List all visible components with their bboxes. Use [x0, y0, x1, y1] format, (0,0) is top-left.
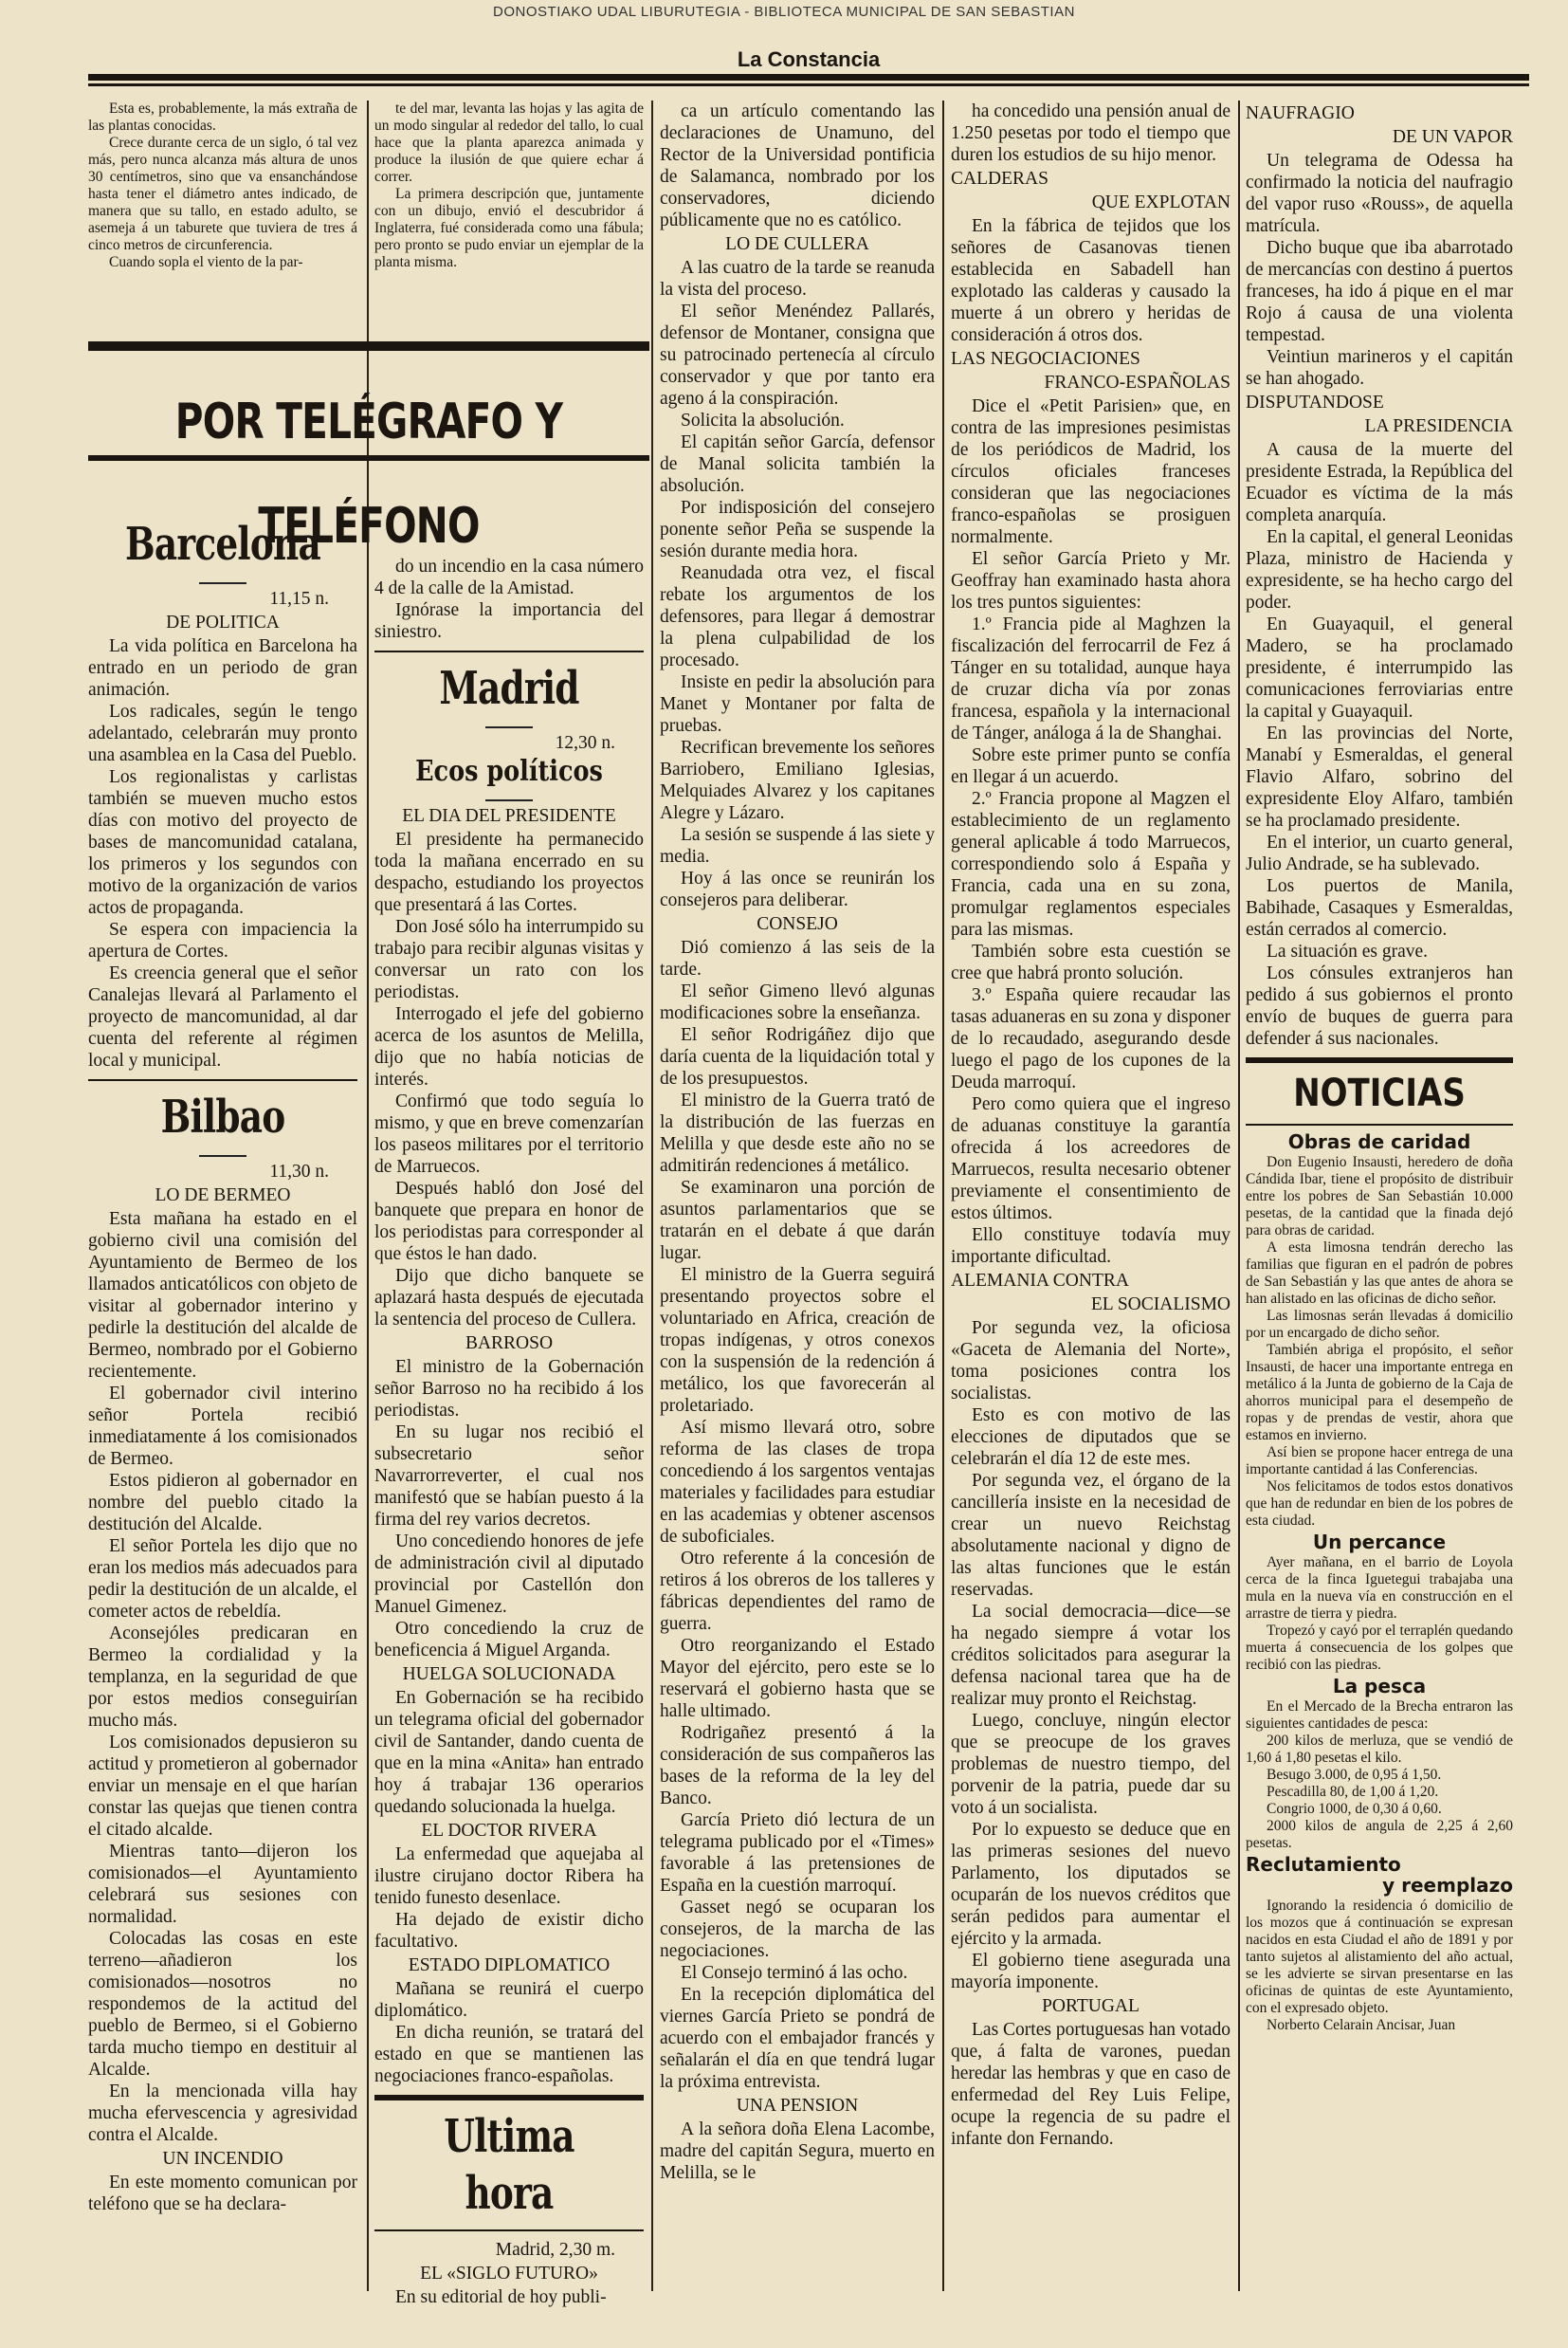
paragraph: A causa de la muerte del presidente Estrada, la República del Ecuador es víctima de la más completa anarquía.: [1246, 440, 1513, 525]
paragraph: Reanudada otra vez, el fiscal rebate los argumentos de los defensores, para llegar á demostrar la plena culpabilidad de los procesado.: [660, 563, 935, 670]
paragraph: ha concedido una pensión anual de 1.250 pesetas por todo el tiempo que duren los estudios de su hijo menor.: [951, 101, 1231, 165]
column-4: [951, 101, 1231, 2282]
column-rule: [942, 101, 944, 2291]
dash: [485, 726, 533, 728]
paragraph: El capitán señor García, defensor de Manal solicita también la absolución.: [660, 432, 935, 496]
paragraph: Por indisposición del consejero ponente señor Peña se suspende la sesión durante media hora.: [660, 498, 935, 561]
dispatch-time: 11,30 n.: [269, 1162, 329, 1182]
dash: [199, 1155, 246, 1157]
city-heading-madrid: Madrid: [439, 662, 579, 715]
paragraph: En las provincias del Norte, Manabí y Esmeraldas, el general Flavio Alfaro, sobrino del expresidente Eloy Alfaro, también se ha proclamado presidente.: [1246, 724, 1513, 831]
paragraph: En su lugar nos recibió el subsecretario señor Navarrorreverter, el cual nos manifestó que se habían puesto á la firma del rey varios decretos.: [374, 1422, 644, 1530]
section-heading: LA PRESIDENCIA: [1364, 416, 1513, 436]
paragraph: 200 kilos de merluza, que se vendió de 1,60 á 1,80 pesetas el kilo.: [1246, 1733, 1513, 1766]
section-heading: DISPUTANDOSE: [1246, 393, 1384, 413]
paragraph: 2000 kilos de angula de 2,25 á 2,60 pesetas.: [1246, 1818, 1513, 1851]
paragraph: El señor Portela les dijo que no eran los medios más adecuados para pedir la destitución de un alcalde, el cometer actos de rebeldía.: [88, 1536, 357, 1622]
section-heading: DE POLITICA: [166, 613, 280, 633]
paragraph: A las cuatro de la tarde se reanuda la vista del proceso.: [660, 258, 935, 300]
paragraph: A la señora doña Elena Lacombe, madre del capitán Segura, muerto en Melilla, se le: [660, 2119, 935, 2183]
paragraph: Mientras tanto—dijeron los comisionados—el Ayuntamiento celebrará sus sesiones con normalidad.: [88, 1842, 357, 1927]
paragraph: El Consejo terminó á las ocho.: [681, 1963, 908, 1983]
city-heading-barcelona: Barcelona: [125, 518, 320, 571]
paragraph: Besugo 3.000, de 0,95 á 1,50.: [1267, 1767, 1442, 1783]
paragraph: Aconsejóles predicaran en Bermeo la cordialidad y la templanza, en la seguridad de que por estos medios conseguirían mucho más.: [88, 1623, 357, 1731]
paragraph: Dió comienzo á las seis de la tarde.: [660, 938, 935, 980]
section-heading: Reclutamiento: [1246, 1853, 1401, 1876]
paragraph: Otro referente á la concesión de retiros á los obreros de los talleres y fábricas dependientes del ramo de guerra.: [660, 1549, 935, 1634]
paragraph: En el Mercado de la Brecha entraron las siguientes cantidades de pesca:: [1246, 1698, 1513, 1732]
paragraph: Otro reorganizando el Estado Mayor del ejército, pero este se lo reservará el gobierno hasta que se halle ultimado.: [660, 1636, 935, 1721]
paragraph: do un incendio en la casa número 4 de la calle de la Amistad.: [374, 557, 644, 598]
divider: [88, 1079, 357, 1081]
paragraph: Ignorando la residencia ó domicilio de los mozos que á continuación se expresan nacidos en esta Ciudad el año de 1891 y por tanto sujetos al alistamiento del año actual, se les advierte se sirvan presentarse en las oficinas de quintas de este Ayuntamiento, con el expresado objeto.: [1246, 1898, 1513, 2016]
paragraph: A esta limosna tendrán derecho las familias que figuran en el padrón de pobres de San Sebastián y las que antes de ahora se han alistado en las oficinas de dicho señor.: [1246, 1239, 1513, 1307]
paragraph: Por segunda vez, el órgano de la cancillería insiste en la necesidad de crear un nuevo Reichstag absolutamente nacional y digno de las altas funciones que le están reservadas.: [951, 1471, 1231, 1600]
paragraph: Se espera con impaciencia la apertura de Cortes.: [88, 920, 357, 962]
paragraph: La situación es grave.: [1267, 942, 1429, 962]
divider: [1246, 1124, 1513, 1126]
paragraph: El señor Menéndez Pallarés, defensor de Montaner, consigna que su patrocinado pertenecía al círculo conservador y que por tanto era ageno á la conspiración.: [660, 302, 935, 409]
paragraph: La social democracia—dice—se ha negado siempre á votar los créditos solicitados para asegurar la defensa nacional tarea que ha de realizar muy pronto el Reichstag.: [951, 1602, 1231, 1709]
section-heading: CONSEJO: [757, 914, 838, 934]
paragraph: Es creencia general que el señor Canalejas llevará al Parlamento el proyecto de mancomunidad, al dar cuenta del referente al régimen local y municipal.: [88, 963, 357, 1071]
archive-source-line: DONOSTIAKO UDAL LIBURUTEGIA - BIBLIOTECA MUNICIPAL DE SAN SEBASTIAN: [493, 4, 1075, 20]
dash: [485, 799, 533, 801]
paragraph: Los puertos de Manila, Babihade, Casaques y Esmeraldas, están cerrados al comercio.: [1246, 876, 1513, 940]
paragraph: Don Eugenio Insausti, heredero de doña Cándida Ibar, tiene el propósito de distribuir entre los pobres de San Sebastián 10.000 pesetas, de la cantidad que la finada dejó para obras de caridad.: [1246, 1154, 1513, 1238]
paragraph: Ha dejado de existir dicho facultativo.: [374, 1910, 644, 1952]
paragraph: En dicha reunión, se tratará del estado en que se mantienen las negociaciones franco-españolas.: [374, 2023, 644, 2086]
section-heading: UNA PENSION: [736, 2096, 859, 2116]
column-5: [1246, 101, 1513, 2282]
paragraph: Gasset negó se ocuparan los consejeros, de la marcha de las negociaciones.: [660, 1898, 935, 1961]
paragraph: El señor García Prieto y Mr. Geoffray han examinado hasta ahora los tres puntos siguientes:: [951, 549, 1231, 613]
paragraph: Estos pidieron al gobernador en nombre del pueblo citado la destitución del Alcalde.: [88, 1471, 357, 1534]
paragraph: Dicho buque que iba abarrotado de mercancías con destino á puertos franceses, ha ido á pique en el mar Rojo á causa de una violenta tempestad.: [1246, 238, 1513, 345]
paragraph: 3.º España quiere recaudar las tasas aduaneras en su zona y disponer de lo recaudado, asegurando desde luego el pago de los cupones de la Deuda marroquí.: [951, 985, 1231, 1092]
paragraph: Así bien se propone hacer entrega de una importante cantidad á las Conferencias.: [1246, 1444, 1513, 1477]
paragraph: Norberto Celarain Ancisar, Juan: [1267, 2017, 1456, 2033]
paragraph: Ayer mañana, en el barrio de Loyola cerca de la finca Iguetegui trabajaba una mula en la nueva vía en construcción en el arrastre de tierra y piedra.: [1246, 1554, 1513, 1622]
paragraph: En la capital, el general Leonidas Plaza, ministro de Hacienda y expresidente, se ha hecho cargo del poder.: [1246, 527, 1513, 613]
section-heading: EL «SIGLO FUTURO»: [420, 2264, 598, 2284]
paragraph: La primera descripción que, juntamente con un dibujo, envió el descubridor á Inglaterra, fué considerada como una fábula; pero pronto se pudo enviar un ejemplar de la planta misma.: [374, 186, 644, 270]
paragraph: Por lo expuesto se deduce que en las primeras sesiones del nuevo Parlamento, los diputados se ocuparán de los nuevos créditos que serán pedidos para aumentar el ejército y la armada.: [951, 1820, 1231, 1949]
paragraph: En el interior, un cuarto general, Julio Andrade, se ha sublevado.: [1246, 833, 1513, 874]
divider: [1246, 1057, 1513, 1063]
paragraph: Los radicales, según le tengo adelantado, celebrarán muy pronto una asamblea en la Casa del Pueblo.: [88, 702, 357, 765]
paragraph: te del mar, levanta las hojas y las agita de un modo singular al rededor del tallo, lo cual hace que la planta aparezca animada y produce la ilusión de que quiere echar á correr.: [374, 101, 644, 185]
section-heading: Obras de caridad: [1287, 1130, 1471, 1153]
paragraph: El presidente ha permanecido toda la mañana encerrado en su despacho, estudiando los proyectos que presentará á las Cortes.: [374, 830, 644, 915]
masthead-rule: [88, 74, 1529, 81]
section-heading: ALEMANIA CONTRA: [951, 1271, 1129, 1291]
paragraph: ca un artículo comentando las declaraciones de Unamuno, del Rector de la Universidad pontificia de Salamanca, nombrado por los conservadores, diciendo públicamente que no es católico.: [660, 101, 935, 230]
paragraph: Las Cortes portuguesas han votado que, á falta de varones, puedan heredar las hembras y que en caso de enfermedad del Rey Luis Felipe, ocupe la regencia de su padre el infante don Fernando.: [951, 2020, 1231, 2149]
paragraph: Esta es, probablemente, la más extraña de las plantas conocidas.: [88, 101, 357, 134]
paragraph: En su editorial de hoy publi-: [395, 2287, 607, 2307]
paragraph: Rodrigañez presentó á la consideración de sus compañeros las bases de la reforma de la ley del Banco.: [660, 1723, 935, 1808]
paragraph: García Prieto dió lectura de un telegrama publicado por el «Times» favorable á las pretensiones de España en la cuestión marroquí.: [660, 1810, 935, 1896]
paragraph: Pero como quiera que el ingreso de aduanas constituye la garantía ofrecida á los acreedores de Marruecos, resulta necesario obtener previamente el consentimiento de estos últimos.: [951, 1094, 1231, 1223]
paragraph: Ello constituye todavía muy importante dificultad.: [951, 1225, 1231, 1267]
column-rule: [651, 101, 653, 2291]
column-rule: [1238, 101, 1240, 2291]
section-heading: QUE EXPLOTAN: [1091, 193, 1231, 212]
paragraph: Interrogado el jefe del gobierno acerca de los asuntos de Melilla, dijo que no había noticias de interés.: [374, 1004, 644, 1090]
section-heading: DE UN VAPOR: [1392, 127, 1513, 147]
paragraph: Crece durante cerca de un siglo, ó tal vez más, pero nunca alcanza más altura de unos 30 centímetros, sino que va ensanchándose hasta tener el diámetro antes indicado, de manera que su tallo, en estado adulto, se asemeja á un taburete que tuviera de tres á cinco metros de circunferencia.: [88, 135, 357, 253]
paragraph: Solicita la absolución.: [681, 411, 845, 431]
dispatch-time: 11,15 n.: [269, 589, 329, 609]
paragraph: También sobre esta cuestión se cree que habrá pronto solución.: [951, 942, 1231, 983]
section-heading: LAS NEGOCIACIONES: [951, 349, 1140, 369]
paragraph: En este momento comunican por teléfono que se ha declara-: [88, 2173, 357, 2214]
paragraph: Pescadilla 80, de 1,00 á 1,20.: [1267, 1784, 1439, 1800]
section-heading: NAUFRAGIO: [1246, 103, 1355, 123]
section-heading: EL DOCTOR RIVERA: [421, 1821, 597, 1841]
paragraph: Después habló don José del banquete que prepara en honor de los periodistas para corresponder al que éstos le han dado.: [374, 1179, 644, 1264]
section-heading: EL SOCIALISMO: [1090, 1294, 1231, 1314]
paragraph: En la mencionada villa hay mucha efervescencia y agresividad contra el Alcalde.: [88, 2082, 357, 2145]
paragraph: Otro concediendo la cruz de beneficencia á Miguel Arganda.: [374, 1619, 644, 1660]
newspaper-masthead: La Constancia: [737, 47, 881, 71]
paragraph: El ministro de la Gobernación señor Barroso no ha recibido á los periodistas.: [374, 1357, 644, 1421]
section-heading: LO DE CULLERA: [725, 234, 869, 254]
section-heading: LO DE BERMEO: [155, 1185, 291, 1205]
paragraph: Mañana se reunirá el cuerpo diplomático.: [374, 1979, 644, 2021]
dash: [199, 582, 246, 584]
paragraph: Luego, concluye, ningún elector que se preocupe de los graves problemas de nuestro tiempo, del porvenir de la patria, puede dar su voto á un socialista.: [951, 1711, 1231, 1818]
dispatch-time: 12,30 n.: [555, 733, 615, 753]
section-heading: La pesca: [1332, 1675, 1427, 1697]
paragraph: El ministro de la Guerra seguirá presentando proyectos sobre el voluntariado en Africa, creación de tropas indígenas, y otros conexos con la suspensión de la redención á metálico, los que favorecerán al proletariado.: [660, 1265, 935, 1416]
paragraph: El señor Gimeno llevó algunas modificaciones sobre la enseñanza.: [660, 981, 935, 1023]
divider: [374, 2229, 644, 2231]
section-heading: Un percance: [1312, 1531, 1447, 1553]
paragraph: Tropezó y cayó por el terraplén quedando muerta á consecuencia de los golpes que recibió con las piedras.: [1246, 1623, 1513, 1673]
column-3: [660, 101, 935, 2282]
paragraph: Colocadas las cosas en este terreno—añadieron los comisionados—nosotros no respondemos de la actitud del pueblo de Bermeo, si el Gobierno tarda mucho tiempo en destituir al Alcalde.: [88, 1929, 357, 2080]
paragraph: Un telegrama de Odessa ha confirmado la noticia del naufragio del vapor ruso «Rouss», de aquella matrícula.: [1246, 151, 1513, 236]
paragraph: Las limosnas serán llevadas á domicilio por un encargado de dicho señor.: [1246, 1308, 1513, 1341]
paragraph: Por segunda vez, la oficiosa «Gaceta de Alemania del Norte», toma posiciones contra los socialistas.: [951, 1318, 1231, 1403]
paragraph: En Gobernación se ha recibido un telegrama oficial del gobernador civil de Santander, dando cuenta de que en la mina «Anita» han entrado hoy á trabajar 136 operarios quedando solucionada la huelga.: [374, 1688, 644, 1817]
paragraph: Don José sólo ha interrumpido su trabajo para recibir algunas visitas y conversar un rato con los periodistas.: [374, 917, 644, 1002]
paragraph: Hoy á las once se reunirán los consejeros para deliberar.: [660, 869, 935, 910]
section-heading: CALDERAS: [951, 169, 1048, 189]
section-heading: PORTUGAL: [1042, 1996, 1140, 2016]
divider: [374, 651, 644, 652]
dispatch-time: Madrid, 2,30 m.: [495, 2240, 615, 2260]
paragraph: Uno concediendo honores de jefe de administración civil al diputado provincial por Castellón don Manuel Gimenez.: [374, 1532, 644, 1617]
paragraph: 2.º Francia propone al Magzen el establecimiento de un reglamento general aplicable á todo Marruecos, correspondiendo solo á España y Francia, cada una en su zona, promulgar reglamentos especiales para las mismas.: [951, 789, 1231, 940]
paragraph: Esto es con motivo de las elecciones de diputados que se celebrarán el día 12 de este mes.: [951, 1405, 1231, 1469]
paragraph: La vida política en Barcelona ha entrado en un periodo de gran animación.: [88, 636, 357, 700]
paragraph: El ministro de la Guerra trató de la distribución de las fuerzas en Melilla y que desde este año no se admitirán redenciones á metálico.: [660, 1091, 935, 1176]
paragraph: Cuando sopla el viento de la par-: [109, 254, 303, 270]
section-heading: BARROSO: [465, 1333, 554, 1353]
banner-title: POR TELÉGRAFO Y TELÉFONO: [174, 394, 563, 555]
column-2: [374, 101, 644, 2307]
city-heading-bilbao: Bilbao: [160, 1091, 285, 1144]
paragraph: La sesión se suspende á las siete y media.: [660, 825, 935, 867]
paragraph: Veintiun marineros y el capitán se han ahogado.: [1246, 347, 1513, 389]
section-heading: HUELGA SOLUCIONADA: [402, 1664, 616, 1684]
paragraph: Dice el «Petit Parisien» que, en contra de las impresiones pesimistas de los periódicos de Madrid, los círculos oficiales franceses consideran que las negociaciones franco-españolas se prosiguen normalmente.: [951, 396, 1231, 547]
paragraph: Los cónsules extranjeros han pedido á sus gobiernos el pronto envío de buques de guerra para defender á sus nacionales.: [1246, 963, 1513, 1049]
paragraph: Insiste en pedir la absolución para Manet y Montaner por falta de pruebas.: [660, 672, 935, 736]
paragraph: También abriga el propósito, el señor Insausti, de hacer una importante entrega en metálico á la Junta de gobierno de la Caja de ahorros municipal para el desempeño de ropas y de prendas de vestir, ahora que estamos en invierno.: [1246, 1342, 1513, 1443]
paragraph: Dijo que dicho banquete se aplazará hasta después de ejecutada la sentencia del proceso de Cullera.: [374, 1266, 644, 1330]
subsection-heading: Ecos políticos: [415, 755, 603, 788]
paragraph: El gobierno tiene asegurada una mayoría imponente.: [951, 1951, 1231, 1992]
paragraph: Así mismo llevará otro, sobre reforma de las clases de tropa concediendo á los sargentos ventajas materiales y facilidades para estudiar en las academias y obtener ascensos de suboficiales.: [660, 1418, 935, 1547]
masthead-rule-thin: [88, 83, 1529, 86]
paragraph: Congrio 1000, de 0,30 á 0,60.: [1267, 1801, 1442, 1817]
paragraph: Recrifican brevemente los señores Barriobero, Emiliano Iglesias, Melquiades Alvarez y los capitanes Alegre y Lázaro.: [660, 738, 936, 823]
paragraph: Nos felicitamos de todos estos donativos que han de redundar en bien de los pobres de esta ciudad.: [1246, 1478, 1513, 1529]
column-1: [88, 101, 357, 2282]
section-heading: y reemplazo: [1382, 1874, 1513, 1897]
section-heading: UN INCENDIO: [162, 2149, 283, 2169]
paragraph: El gobernador civil interino señor Portela recibió inmediatamente á los comisionados de Bermeo.: [88, 1384, 357, 1469]
paragraph: En Guayaquil, el general Madero, se ha proclamado presidente, é interrumpido las comunicaciones ferroviarias entre la capital y Guayaquil.: [1246, 615, 1513, 722]
paragraph: Confirmó que todo seguía lo mismo, y que en breve comenzarían los paseos militares por el territorio de Marruecos.: [374, 1091, 644, 1177]
paragraph: Los comisionados depusieron su actitud y prometieron al gobernador enviar un mensaje en el que harían constar las quejas que tienen contra el citado alcalde.: [88, 1733, 357, 1840]
paragraph: Se examinaron una porción de asuntos parlamentarios que se tratarán en el debate á que darán lugar.: [660, 1178, 935, 1263]
paragraph: 1.º Francia pide al Maghzen la fiscalización del ferrocarril de Fez á Tánger en su totalidad, aunque haya de cruzar dicha vía por zonas francesa, española y la internacional de Tánger, análoga á la de Shanghai.: [951, 615, 1231, 743]
section-heading: EL DIA DEL PRESIDENTE: [402, 806, 616, 826]
paragraph: Los regionalistas y carlistas también se mueven mucho estos días con motivo del proyecto de bases de mancomunidad catalana, los primeros y los segundos con motivo de la organización de varios actos de propaganda.: [88, 767, 357, 918]
paragraph: En la recepción diplomática del viernes García Prieto se pondrá de acuerdo con el embajador francés y señalarán el día en que tendrá lugar la próxima entrevista.: [660, 1985, 935, 2092]
section-heading: ESTADO DIPLOMATICO: [408, 1955, 611, 1975]
paragraph: El señor Rodrigáñez dijo que daría cuenta de la liquidación total y de los presupuestos.: [660, 1025, 935, 1089]
paragraph: En la fábrica de tejidos que los señores de Casanovas tienen establecida en Sabadell han explotado las calderas y causado la muerte á un obrero y heridas de consideración á otros dos.: [951, 216, 1231, 345]
divider: [374, 2095, 644, 2100]
noticias-heading: NOTICIAS: [1293, 1072, 1466, 1115]
section-heading: FRANCO-ESPAÑOLAS: [1044, 373, 1231, 393]
paragraph: Sobre este primer punto se confía en llegar á un acuerdo.: [951, 745, 1231, 787]
paragraph: La enfermedad que aquejaba al ilustre cirujano doctor Ribera ha tenido funesto desenlace.: [374, 1844, 644, 1908]
ultima-hora-heading: Ultima hora: [444, 2110, 574, 2220]
paragraph: Ignórase la importancia del siniestro.: [374, 600, 644, 642]
paragraph: Esta mañana ha estado en el gobierno civil una comisión del Ayuntamiento de Bermeo de los llamados anticatólicos con objeto de visitar al gobernador interino y pedirle la destitución del alcalde de Bermeo, nombrado por el Gobierno recientemente.: [88, 1209, 357, 1382]
